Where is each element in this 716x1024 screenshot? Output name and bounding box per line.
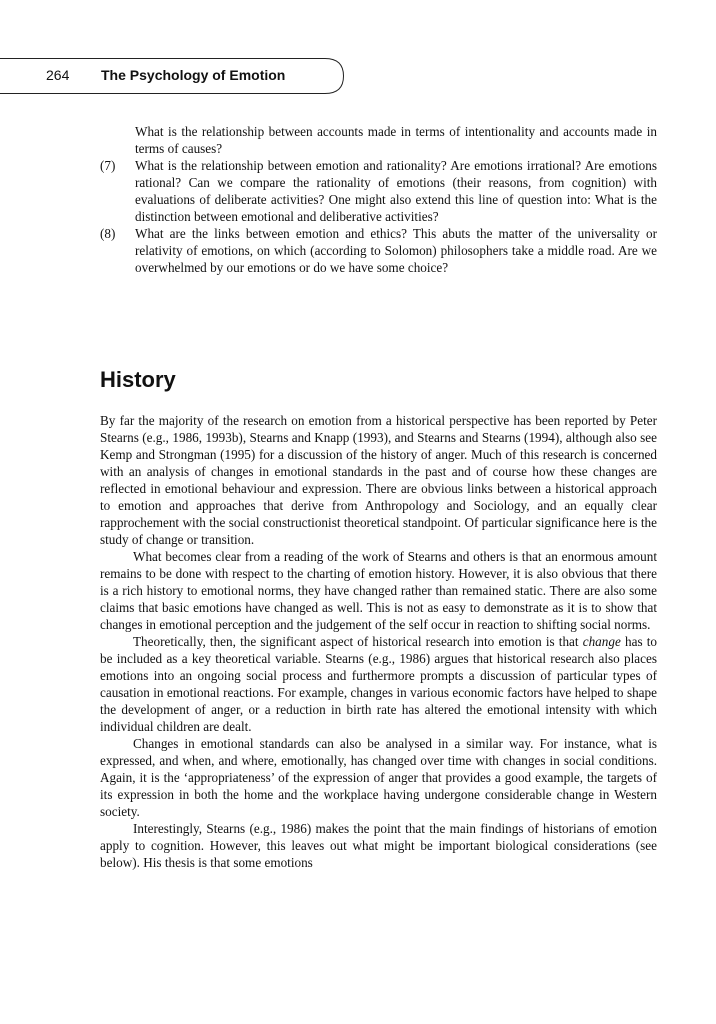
list-item-text: What are the links between emotion and ethics? This abuts the matter of the universality or relativity of emotions, on which (according to Solomon) philosophers take a middle road. Are we overwhelmed by our emotions or do we have some choice?	[135, 226, 657, 275]
list-item-continuation	[100, 123, 657, 157]
list-item-text: What is the relationship between emotion and rationality? Are emotions irrational? Are emotions rational? Can we compare the rationality of emotions (their reasons, from cognition) with evaluations of deliberate activities? One might also extend this line of question into: What is the distinction between emotional and deliberative activities?	[135, 158, 657, 224]
list-item-text: What is the relationship between accounts made in terms of intentionality and accounts made in terms of causes?	[135, 124, 657, 156]
list-item-number: (7)	[100, 158, 116, 173]
numbered-question-list	[100, 123, 657, 276]
paragraph-5: Interestingly, Stearns (e.g., 1986) makes the point that the main findings of historians of emotion apply to cognition. However, this leaves out what might be important biological considerations (see below). His thesis is that some emotions	[100, 821, 657, 870]
section-heading-history: History	[100, 367, 176, 392]
list-item-7	[100, 157, 657, 225]
book-title: The Psychology of Emotion	[101, 67, 286, 83]
paragraph-1: By far the majority of the research on emotion from a historical perspective has been reported by Peter Stearns (e.g., 1986, 1993b), Stearns and Knapp (1993), and Stearns and Stearns (1994), although also see Kemp and Strongman (1995) for a discussion of the history of anger. Much of this research is concerned with an analysis of changes in emotional standards in the past and of course how these changes are reflected in emotional behaviour and expression. There are obvious links between a historical approach to emotion and approaches that derive from Anthropology and Sociology, and an equally clear rapprochement with the social constructionist theoretical standpoint. Of particular significance here is the study of change or transition.	[100, 413, 657, 547]
emphasis-change: change	[582, 634, 621, 649]
list-item-number: (8)	[100, 226, 116, 241]
paragraph-4: Changes in emotional standards can also be analysed in a similar way. For instance, what is expressed, and when, and where, emotionally, has changed over time with changes in social conditions. Again, it is the ‘appropriateness’ of the expression of anger that provides a good example, the targets of its expression in both the home and the workplace having undergone considerable change in Western society.	[100, 736, 657, 819]
paragraph-3	[100, 633, 657, 735]
list-item-8	[100, 225, 657, 276]
running-head	[0, 58, 345, 94]
history-body-text	[100, 412, 657, 871]
paragraph-3-text-before: Theoretically, then, the significant aspect of historical research into emotion is that	[133, 634, 583, 649]
paragraph-2: What becomes clear from a reading of the work of Stearns and others is that an enormous amount remains to be done with respect to the charting of emotion history. However, it is also obvious that there is a rich history to emotional norms, they have changed rather than remained static. There are also some claims that basic emotions have changed as well. This is not as easy to demonstrate as it is to show that changes in emotional perception and the judgement of the self occur in reaction to shifting social norms.	[100, 549, 657, 632]
page-number: 264	[46, 67, 70, 83]
paragraph-3-text-after: has to be included as a key theoretical variable. Stearns (e.g., 1986) argues that historical research also places emotions into an ongoing social process and furthermore prompts a discussion of particular types of causation in emotional reactions. For example, changes in various economic factors have helped to shape the development of anger, or a reduction in birth rate has altered the emotional intensity with which individual children are dealt.	[100, 634, 657, 734]
